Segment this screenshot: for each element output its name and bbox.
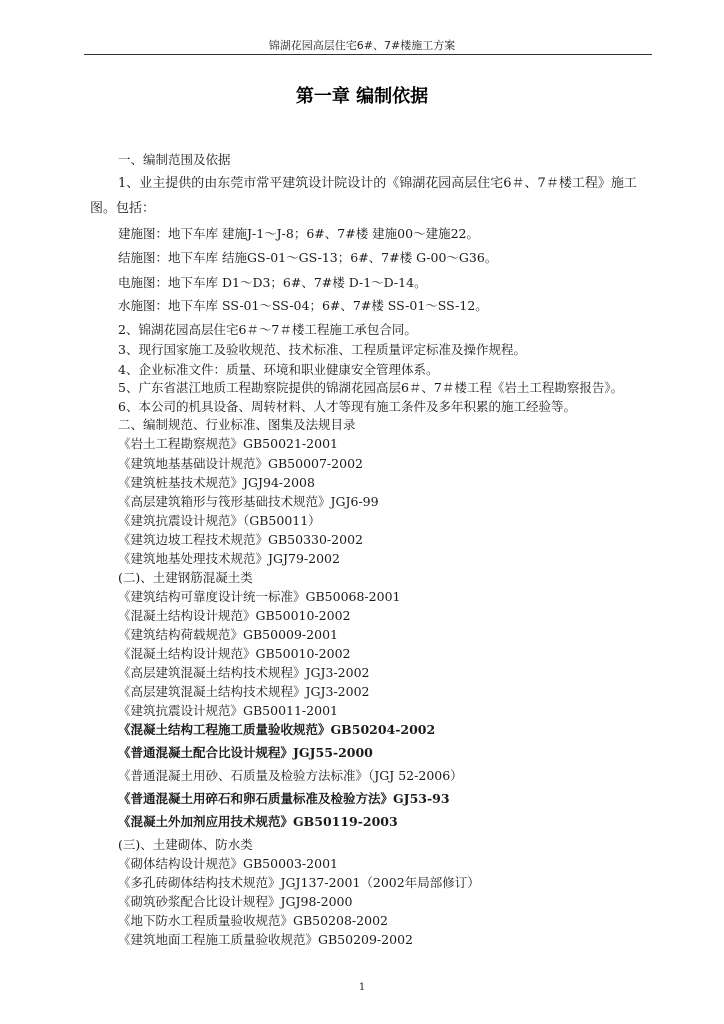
section-heading: 二、编制规范、行业标准、图集及法规目录 [118,417,356,432]
standard-item: 《建筑结构可靠度设计统一标准》GB50068-2001 [118,589,401,604]
paragraph-line: 1、业主提供的由东莞市常平建筑设计院设计的《锦湖花园高层住宅6＃、7＃楼工程》施工 [118,176,637,191]
standard-item: 《多孔砖砌体结构技术规范》JGJ137-2001（2002年局部修订） [118,875,480,890]
standard-item: 《地下防水工程质量验收规范》GB50208-2002 [118,913,388,928]
standard-item: 《混凝土结构工程施工质量验收规范》GB50204-2002 [118,722,436,737]
basis-item: 5、广东省湛江地质工程勘察院提供的锦湖花园高层6＃、7＃楼工程《岩土工程勘察报告》。 [118,380,624,395]
standard-item: 《普通混凝土用砂、石质量及检验方法标准》（JGJ 52-2006） [118,768,463,783]
standard-item: 《建筑地基基础设计规范》GB50007-2002 [118,456,363,471]
standard-item: 《建筑抗震设计规范》GB50011-2001 [118,703,338,718]
standard-item: 《砌体结构设计规范》GB50003-2001 [118,856,338,871]
standard-item: 《普通混凝土配合比设计规程》JGJ55-2000 [118,745,373,760]
basis-item: 6、本公司的机具设备、周转材料、人才等现有施工条件及多年积累的施工经验等。 [118,399,576,414]
standard-item: 《混凝土外加剂应用技术规范》GB50119-2003 [118,814,398,829]
page-header: 锦湖花园高层住宅6#、7#楼施工方案 [268,39,456,52]
subsection-heading: (二)、土建钢筋混凝土类 [118,570,253,585]
standard-item: 《建筑抗震设计规范》（GB50011） [118,513,321,528]
drawing-list-item: 结施图：地下车库 结施GS-01～GS-13；6#、7#楼 G-00～G36。 [118,250,498,265]
standard-item: 《建筑桩基技术规范》JGJ94-2008 [118,475,315,490]
standard-item: 《普通混凝土用碎石和卵石质量标准及检验方法》GJ53-93 [118,791,450,806]
standard-item: 《砌筑砂浆配合比设计规程》JGJ98-2000 [118,894,353,909]
standard-item: 《高层建筑混凝土结构技术规程》JGJ3-2002 [118,665,370,680]
page-number: 1 [358,982,366,993]
standard-item: 《混凝土结构设计规范》GB50010-2002 [118,646,351,661]
basis-item: 2、锦湖花园高层住宅6＃～7＃楼工程施工承包合同。 [118,322,417,337]
subsection-heading: (三)、土建砌体、防水类 [118,837,253,852]
drawing-list-item: 建施图：地下车库 建施J-1～J-8；6#、7#楼 建施00～建施22。 [118,226,479,241]
basis-item: 3、现行国家施工及验收规范、技术标准、工程质量评定标准及操作规程。 [118,342,526,357]
standard-item: 《高层建筑混凝土结构技术规程》JGJ3-2002 [118,684,370,699]
standard-item: 《建筑边坡工程技术规范》GB50330-2002 [118,532,363,547]
paragraph-line: 图。包括： [90,201,156,216]
drawing-list-item: 水施图：地下车库 SS-01～SS-04；6#、7#楼 SS-01～SS-12。 [118,298,488,313]
standard-item: 《岩土工程勘察规范》GB50021-2001 [118,436,338,451]
basis-item: 4、企业标准文件：质量、环境和职业健康安全管理体系。 [118,362,439,377]
standard-item: 《高层建筑箱形与筏形基础技术规范》JGJ6-99 [118,494,379,509]
standard-item: 《建筑地面工程施工质量验收规范》GB50209-2002 [118,932,413,947]
header-divider [84,54,652,55]
standard-item: 《建筑地基处理技术规范》JGJ79-2002 [118,551,340,566]
drawing-list-item: 电施图：地下车库 D1～D3；6#、7#楼 D-1～D-14。 [118,275,427,290]
section-heading: 一、编制范围及依据 [118,152,231,167]
standard-item: 《混凝土结构设计规范》GB50010-2002 [118,608,351,623]
chapter-title: 第一章 编制依据 [295,86,429,107]
standard-item: 《建筑结构荷载规范》GB50009-2001 [118,627,338,642]
